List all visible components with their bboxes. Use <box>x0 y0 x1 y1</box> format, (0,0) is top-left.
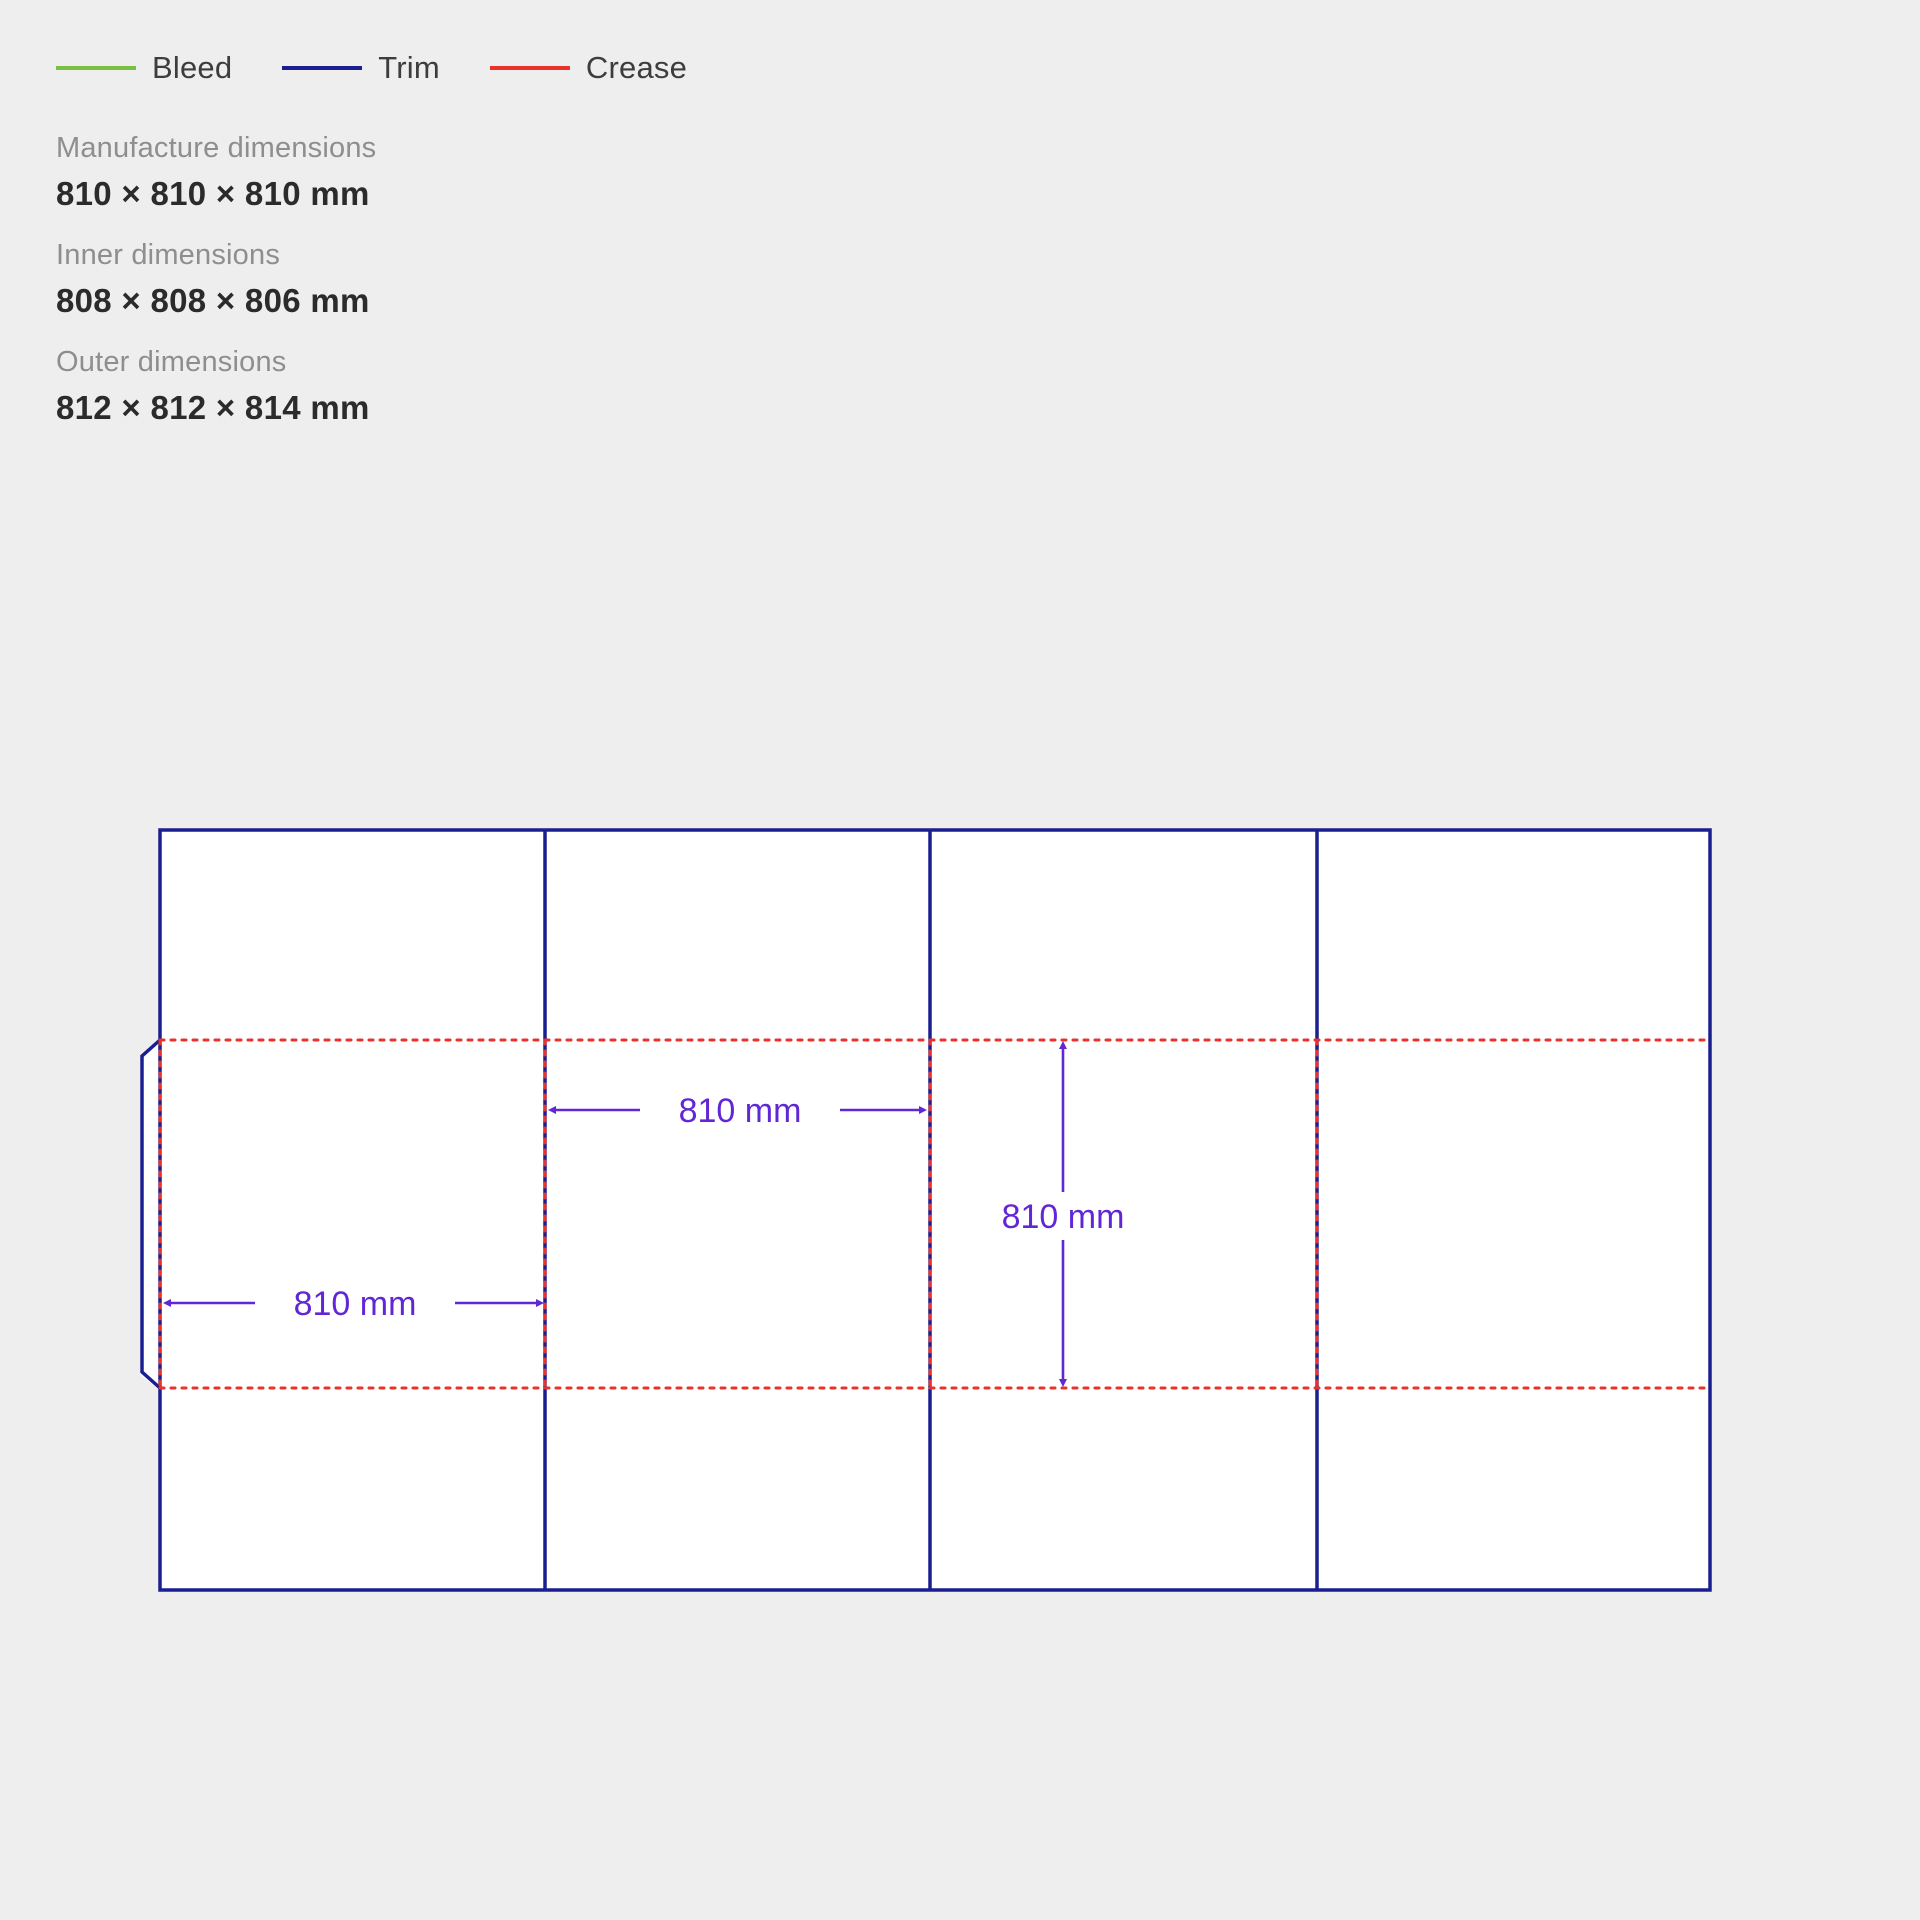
manufacture-dimensions-group <box>56 132 756 213</box>
manufacture-dimensions-label: Manufacture dimensions <box>56 132 377 164</box>
outer-dimensions-label: Outer dimensions <box>56 346 287 378</box>
outer-dimensions-group <box>56 346 756 427</box>
dimensions-panel <box>56 132 756 453</box>
legend <box>56 50 737 86</box>
legend-item-crease <box>490 50 687 86</box>
inner-dimensions-label: Inner dimensions <box>56 239 281 271</box>
outer-dimensions-value: 812 × 812 × 814 mm <box>56 389 370 426</box>
dimension-label-height: 810 mm <box>1001 1198 1125 1236</box>
legend-label-crease: Crease <box>585 50 688 85</box>
dieline-diagram <box>0 780 1920 1640</box>
dimension-label-mid-width: 810 mm <box>678 1092 802 1130</box>
crease-line-swatch-icon <box>490 66 570 70</box>
inner-dimensions-group <box>56 239 756 320</box>
legend-label-trim: Trim <box>378 50 440 85</box>
dieline-panel-fill <box>140 830 1710 1590</box>
legend-item-bleed <box>56 50 232 86</box>
manufacture-dimensions-value: 810 × 810 × 810 mm <box>56 175 370 212</box>
dimension-label-left-width: 810 mm <box>293 1285 417 1323</box>
inner-dimensions-value: 808 × 808 × 806 mm <box>56 282 370 319</box>
legend-label-bleed: Bleed <box>152 50 233 85</box>
trim-line-swatch-icon <box>282 66 362 70</box>
legend-item-trim <box>282 50 440 86</box>
bleed-line-swatch-icon <box>56 66 136 70</box>
